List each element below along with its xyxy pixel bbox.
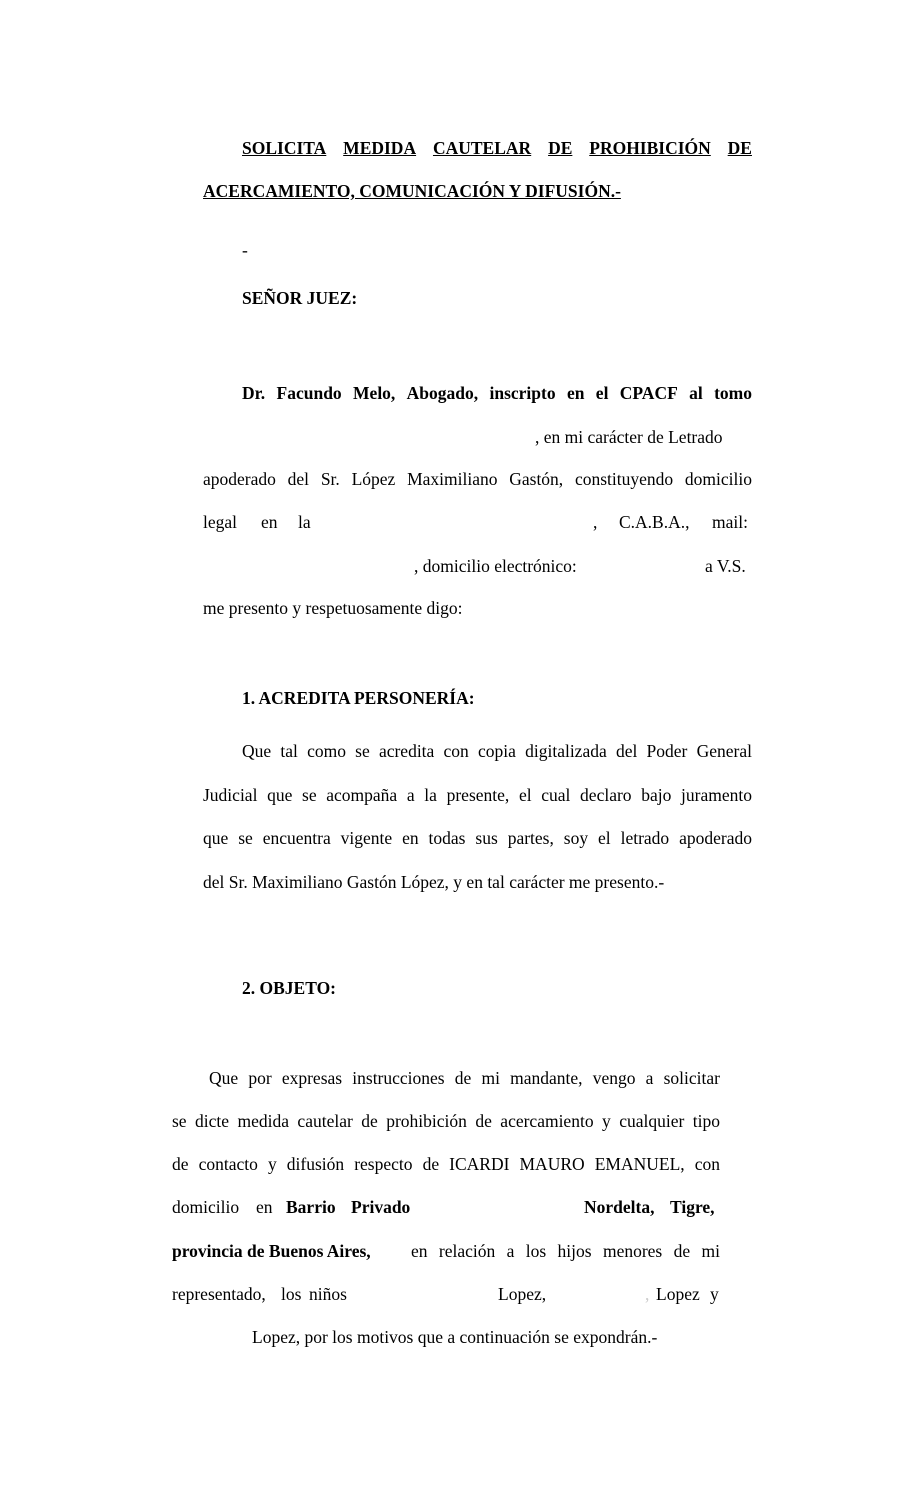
intro-line-1: Dr. Facundo Melo, Abogado, inscripto en el CPACF al tomo <box>242 383 752 403</box>
section1-line-4: del Sr. Maximiliano Gastón López, y en tal carácter me presento.- <box>203 872 665 892</box>
section2-heading: 2. OBJETO: <box>242 978 337 998</box>
section2-line-4-nordelta: Nordelta, <box>584 1197 655 1217</box>
section2-line-5-provincia: provincia de Buenos Aires, <box>172 1241 371 1261</box>
section2-line-2: se dicte medida cautelar de prohibición de acercamiento y cualquier tipo <box>172 1111 720 1131</box>
intro-line-4-la: la <box>298 512 311 532</box>
intro-line-4-comma: , <box>593 512 598 532</box>
intro-line-4-legal: legal <box>203 512 238 532</box>
intro-line-6: me presento y respetuosamente digo: <box>203 598 463 618</box>
intro-line-5-vs: a V.S. <box>705 556 746 576</box>
section1-line-3: que se encuentra vigente en todas sus partes, soy el letrado apoderado <box>203 828 752 848</box>
section2-line-4-barrio: Barrio <box>286 1197 336 1217</box>
title-line-2: ACERCAMIENTO, COMUNICACIÓN Y DIFUSIÓN.- <box>203 181 621 201</box>
section1-heading: 1. ACREDITA PERSONERÍA: <box>242 688 475 708</box>
section2-line-6-lopez-2: Lopez <box>656 1284 700 1304</box>
intro-line-4-en: en <box>261 512 278 532</box>
section2-line-5-rest: en relación a los hijos menores de mi <box>411 1241 720 1261</box>
section1-line-2: Judicial que se acompaña a la presente, el cual declaro bajo juramento <box>203 785 752 805</box>
dash: - <box>242 240 248 260</box>
intro-line-5-domicilio: , domicilio electrónico: <box>414 556 577 576</box>
intro-line-3: apoderado del Sr. López Maximiliano Gastón, constituyendo domicilio <box>203 469 752 489</box>
section2-line-6-los: los <box>281 1284 302 1304</box>
section2-line-7: Lopez, por los motivos que a continuación se expondrán.- <box>252 1327 658 1347</box>
section2-line-3: de contacto y difusión respecto de ICARDI MAURO EMANUEL, con <box>172 1154 720 1174</box>
section2-line-6-lopez-1: Lopez, <box>498 1284 547 1304</box>
intro-line-4-caba: C.A.B.A., <box>619 512 690 532</box>
title-line-1: SOLICITA MEDIDA CAUTELAR DE PROHIBICIÓN DE <box>242 138 752 158</box>
section2-line-6-y: y <box>710 1284 719 1304</box>
section2-line-4-domicilio: domicilio <box>172 1197 240 1217</box>
section1-line-1: Que tal como se acredita con copia digitalizada del Poder General <box>242 741 752 761</box>
salutation: SEÑOR JUEZ: <box>242 288 358 308</box>
section2-line-4-tigre: Tigre, <box>670 1197 715 1217</box>
section2-line-6-comma: , <box>645 1284 650 1304</box>
intro-line-4-mail: mail: <box>712 512 748 532</box>
intro-line-2: , en mi carácter de Letrado <box>535 427 723 447</box>
section2-line-6-ninos: niños <box>309 1284 347 1304</box>
section2-line-1: Que por expresas instrucciones de mi mandante, vengo a solicitar <box>209 1068 720 1088</box>
section2-line-4-privado: Privado <box>351 1197 411 1217</box>
section2-line-6-representado: representado, <box>172 1284 266 1304</box>
section2-line-4-en: en <box>256 1197 273 1217</box>
